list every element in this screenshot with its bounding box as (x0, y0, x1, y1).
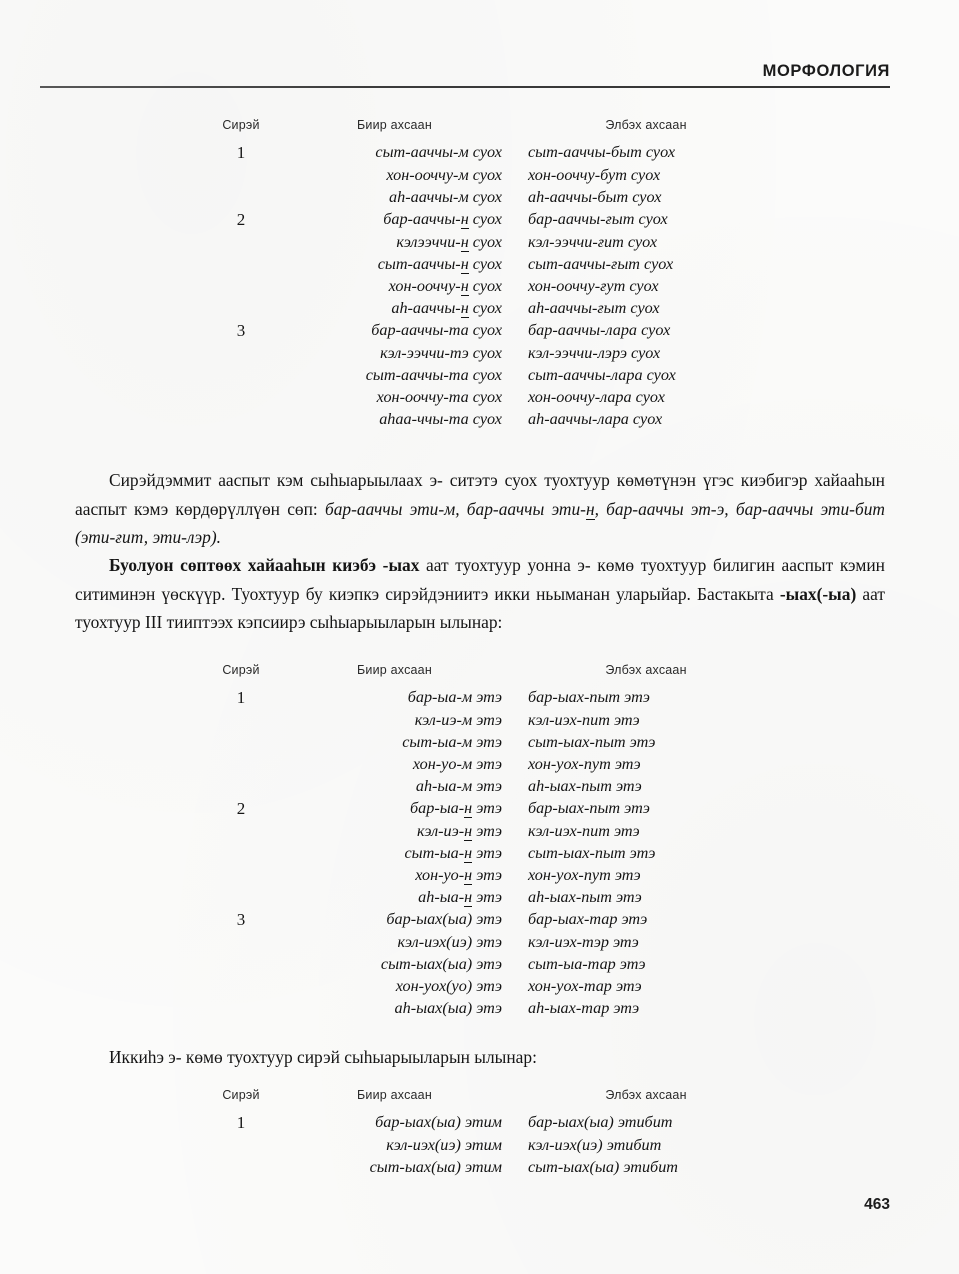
paradigm-table (195, 663, 764, 1019)
plural-form-cell: сыт-ыах-пыт этэ (528, 732, 656, 751)
paragraph-text: Иккиһэ э- көмө туохтуур сирэй сыһыарыыларын ылынар: (109, 1047, 537, 1067)
yakut-ng-letter: н (460, 254, 469, 273)
person-number-cell (195, 686, 287, 709)
singular-form-cell: хон-ооччу-м суох (386, 165, 502, 184)
table-row (195, 297, 764, 319)
running-head-title: МОРФОЛОГИЯ (762, 62, 890, 80)
table-row (195, 342, 764, 364)
plural-form-cell: хон-уох-пут этэ (528, 754, 641, 773)
table-row (195, 408, 764, 430)
plural-form-cell: кэл-иэх-пит этэ (528, 821, 640, 840)
emphasis-bold: Буолуон сөптөөх хайааһын киэбэ -ыах (109, 555, 420, 575)
table-row (195, 886, 764, 908)
table-row (195, 997, 764, 1019)
yakut-ng-letter: н (585, 498, 595, 519)
table-body (195, 686, 764, 1019)
column-header-plural: Элбэх ахсаан (605, 1088, 687, 1102)
person-number-cell (195, 731, 287, 753)
singular-form-cell: бар-ааччы-н суох (383, 210, 502, 228)
yakut-ng-letter: н (464, 887, 473, 906)
singular-form-cell: сыт-ааччы-та суох (365, 365, 502, 384)
person-number-cell (195, 886, 287, 908)
person-number-cell (195, 364, 287, 386)
plural-form-cell: бар-ааччы-лара суох (528, 321, 671, 339)
column-header-singular: Биир ахсаан (357, 118, 432, 132)
table-header-row (195, 663, 764, 686)
paragraph-1 (75, 466, 885, 552)
plural-form-cell: кэл-иэх-тэр этэ (528, 932, 639, 951)
person-number-cell (195, 342, 287, 364)
person-number-cell (195, 975, 287, 997)
plural-form-cell: хон-уох-пут этэ (528, 865, 641, 884)
singular-form-cell: хон-уох(уо) этэ (395, 976, 502, 995)
column-header-plural: Элбэх ахсаан (605, 118, 687, 132)
person-number-cell (195, 231, 287, 253)
plural-form-cell: кэл-иэх(иэ) этибит (528, 1135, 662, 1154)
person-number-cell (195, 931, 287, 953)
table-row (195, 775, 764, 797)
table-row (195, 797, 764, 820)
table-row (195, 141, 764, 164)
table-row (195, 208, 764, 231)
table-row (195, 753, 764, 775)
table-row (195, 953, 764, 975)
table-row (195, 820, 764, 842)
plural-form-cell: сыт-ыах(ыа) этибит (528, 1157, 678, 1176)
column-header-plural: Элбэх ахсаан (605, 663, 687, 677)
paragraph-text: Сирэйдэммит ааспыт кэм сыһыарыылаах э- ситэтэ суох туохтуур көмөтүнэн үгэс киэбигэр хайааһын ааспыт кэмэ көрдөрүллүөн сөп: (75, 470, 885, 519)
singular-form-cell: кэл-иэ-н этэ (416, 821, 502, 840)
person-number: 2 (236, 798, 246, 818)
paragraph-2 (75, 551, 885, 637)
plural-form-cell: сыт-ааччы-ғыт суох (528, 254, 674, 273)
yakut-ng-letter: н (460, 210, 469, 228)
emphasis-bold: -ыах(-ыа) (779, 583, 857, 604)
person-number-cell (195, 997, 287, 1019)
person-number-cell (195, 141, 287, 164)
yakut-ng-letter: н (464, 865, 473, 884)
table-row (195, 709, 764, 731)
table-row (195, 686, 764, 709)
person-number: 3 (236, 320, 246, 340)
singular-form-cell: кэл-ээччи-тэ суох (380, 343, 502, 362)
table-row (195, 908, 764, 931)
person-number-cell (195, 709, 287, 731)
plural-form-cell: кэл-иэх-пит этэ (528, 710, 640, 729)
singular-form-cell: бар-ааччы-та суох (371, 321, 502, 339)
paradigm-table-2 (0, 663, 959, 1019)
paradigm-table-1 (0, 118, 959, 430)
table-row (195, 864, 764, 886)
person-number-cell (195, 253, 287, 275)
table-row (195, 275, 764, 297)
singular-form-cell: сыт-ыа-м этэ (402, 732, 502, 751)
paragraph-3 (75, 1043, 885, 1072)
plural-form-cell: сыт-ааччы-быт суох (528, 143, 676, 161)
singular-form-cell: кэл-иэх(иэ) этим (386, 1135, 502, 1154)
table-body (195, 1111, 764, 1178)
column-header-person: Сирэй (222, 1088, 260, 1102)
paragraph-text: аат туохтуур III тииптээх кэпсиирэ сыһыарыыларын ылынар: (75, 583, 886, 633)
person-number-cell (195, 953, 287, 975)
person-number: 1 (236, 142, 246, 162)
person-number-cell (195, 208, 287, 231)
person-number: 1 (236, 1112, 246, 1132)
person-number-cell (195, 164, 287, 186)
table-header-row (195, 1088, 764, 1111)
singular-form-cell: бар-ыа-н этэ (409, 799, 502, 817)
table-row (195, 1134, 764, 1156)
person-number: 2 (236, 209, 246, 229)
yakut-ng-letter: н (460, 276, 469, 295)
plural-form-cell: сыт-ыа-тар этэ (528, 954, 646, 973)
singular-form-cell: кэл-иэ-м этэ (414, 710, 502, 729)
table-row (195, 731, 764, 753)
paradigm-table-3 (0, 1088, 959, 1178)
person-number-cell (195, 842, 287, 864)
table-header-row (195, 118, 764, 141)
singular-form-cell: сыт-ааччы-м суох (375, 143, 502, 161)
singular-form-cell: аһ-ыах(ыа) этэ (394, 998, 502, 1017)
person-number-cell (195, 408, 287, 430)
plural-form-cell: аһ-ыах-тар этэ (528, 998, 640, 1017)
table-row (195, 253, 764, 275)
paradigm-table (195, 1088, 764, 1178)
singular-form-cell: аһ-ыа-м этэ (415, 776, 502, 795)
singular-form-cell: хон-ооччу-н суох (388, 276, 502, 295)
person-number-cell (195, 1111, 287, 1134)
person-number-cell (195, 297, 287, 319)
yakut-ng-letter: н (460, 232, 469, 251)
table-row (195, 386, 764, 408)
person-number-cell (195, 319, 287, 342)
plural-form-cell: хон-уох-тар этэ (528, 976, 642, 995)
yakut-ng-letter: н (464, 843, 473, 862)
plural-form-cell: бар-ыах-тар этэ (528, 910, 648, 928)
person-number-cell (195, 186, 287, 208)
singular-form-cell: сыт-ааччы-н суох (377, 254, 502, 273)
table-row (195, 1156, 764, 1178)
plural-form-cell: хон-ооччу-ғут суох (528, 276, 659, 295)
paradigm-table (195, 118, 764, 430)
plural-form-cell: аһ-ыах-пыт этэ (528, 887, 642, 906)
singular-form-cell: кэлээччи-н суох (396, 232, 502, 251)
person-number: 3 (236, 909, 246, 929)
table-body (195, 141, 764, 430)
singular-form-cell: аһ-ыа-н этэ (418, 887, 502, 906)
page-number: 463 (864, 1196, 890, 1213)
column-header-singular: Биир ахсаан (357, 663, 432, 677)
singular-form-cell: бар-ыах(ыа) этэ (386, 910, 502, 928)
person-number-cell (195, 386, 287, 408)
singular-form-cell: хон-ооччу-та суох (376, 387, 502, 406)
person-number-cell (195, 275, 287, 297)
table-row (195, 975, 764, 997)
person-number-cell (195, 797, 287, 820)
person-number-cell (195, 864, 287, 886)
singular-form-cell: сыт-ыах(ыа) этэ (380, 954, 502, 973)
table-row (195, 931, 764, 953)
singular-form-cell: аһ-ааччы-н суох (391, 298, 502, 317)
plural-form-cell: бар-ыах-пыт этэ (528, 688, 650, 706)
table-row (195, 842, 764, 864)
paragraph-text: аат туохтуур уонна э- көмө туохтуур билигин ааспыт кэмин ситиминэн үөскүүр. Туохтуур бу киэпкэ сирэйдэниитэ икки ньыманан уларыйар. Бастакыта (75, 555, 885, 604)
running-head (40, 62, 890, 88)
singular-form-cell: аһаа-ччы-та суох (379, 409, 502, 428)
plural-form-cell: хон-ооччу-лара суох (528, 387, 665, 406)
plural-form-cell: сыт-ааччы-лара суох (528, 365, 676, 384)
singular-form-cell: хон-уо-м этэ (412, 754, 502, 773)
singular-form-cell: кэл-иэх(иэ) этэ (397, 932, 502, 951)
person-number-cell (195, 753, 287, 775)
plural-form-cell: хон-ооччу-бут суох (528, 165, 661, 184)
yakut-ng-letter: н (460, 298, 469, 317)
running-head-rule (40, 86, 890, 88)
yakut-ng-letter: н (464, 821, 473, 840)
plural-form-cell: кэл-ээччи-ғит суох (528, 232, 658, 251)
emphasis-italic: бар-ааччы эти-м, бар-ааччы эти-н, бар-ааччы эт-э, бар-ааччы эти-бит (эти-ғит, эти-лэр). (75, 498, 885, 548)
plural-form-cell: сыт-ыах-пыт этэ (528, 843, 656, 862)
singular-form-cell: бар-ыа-м этэ (407, 688, 502, 706)
plural-form-cell: кэл-ээччи-лэрэ суох (528, 343, 661, 362)
plural-form-cell: аһ-ааччы-лара суох (528, 409, 663, 428)
plural-form-cell: бар-ыах-пыт этэ (528, 799, 650, 817)
table-row (195, 164, 764, 186)
singular-form-cell: аһ-ааччы-м суох (389, 187, 502, 206)
table-row (195, 186, 764, 208)
person-number-cell (195, 1156, 287, 1178)
person-number: 1 (236, 687, 246, 707)
yakut-ng-letter: н (464, 799, 473, 817)
singular-form-cell: хон-уо-н этэ (415, 865, 502, 884)
column-header-person: Сирэй (222, 118, 260, 132)
singular-form-cell: бар-ыах(ыа) этим (375, 1113, 502, 1131)
table-row (195, 364, 764, 386)
plural-form-cell: бар-ыах(ыа) этибит (528, 1113, 673, 1131)
column-header-person: Сирэй (222, 663, 260, 677)
plural-form-cell: аһ-ааччы-быт суох (528, 187, 662, 206)
table-row (195, 1111, 764, 1134)
column-header-singular: Биир ахсаан (357, 1088, 432, 1102)
singular-form-cell: сыт-ыа-н этэ (404, 843, 502, 862)
singular-form-cell: сыт-ыах(ыа) этим (369, 1157, 502, 1176)
person-number-cell (195, 820, 287, 842)
person-number-cell (195, 1134, 287, 1156)
person-number-cell (195, 908, 287, 931)
plural-form-cell: аһ-ааччы-ғыт суох (528, 298, 660, 317)
table-row (195, 319, 764, 342)
table-row (195, 231, 764, 253)
plural-form-cell: бар-ааччы-ғыт суох (528, 210, 668, 228)
plural-form-cell: аһ-ыах-пыт этэ (528, 776, 642, 795)
person-number-cell (195, 775, 287, 797)
